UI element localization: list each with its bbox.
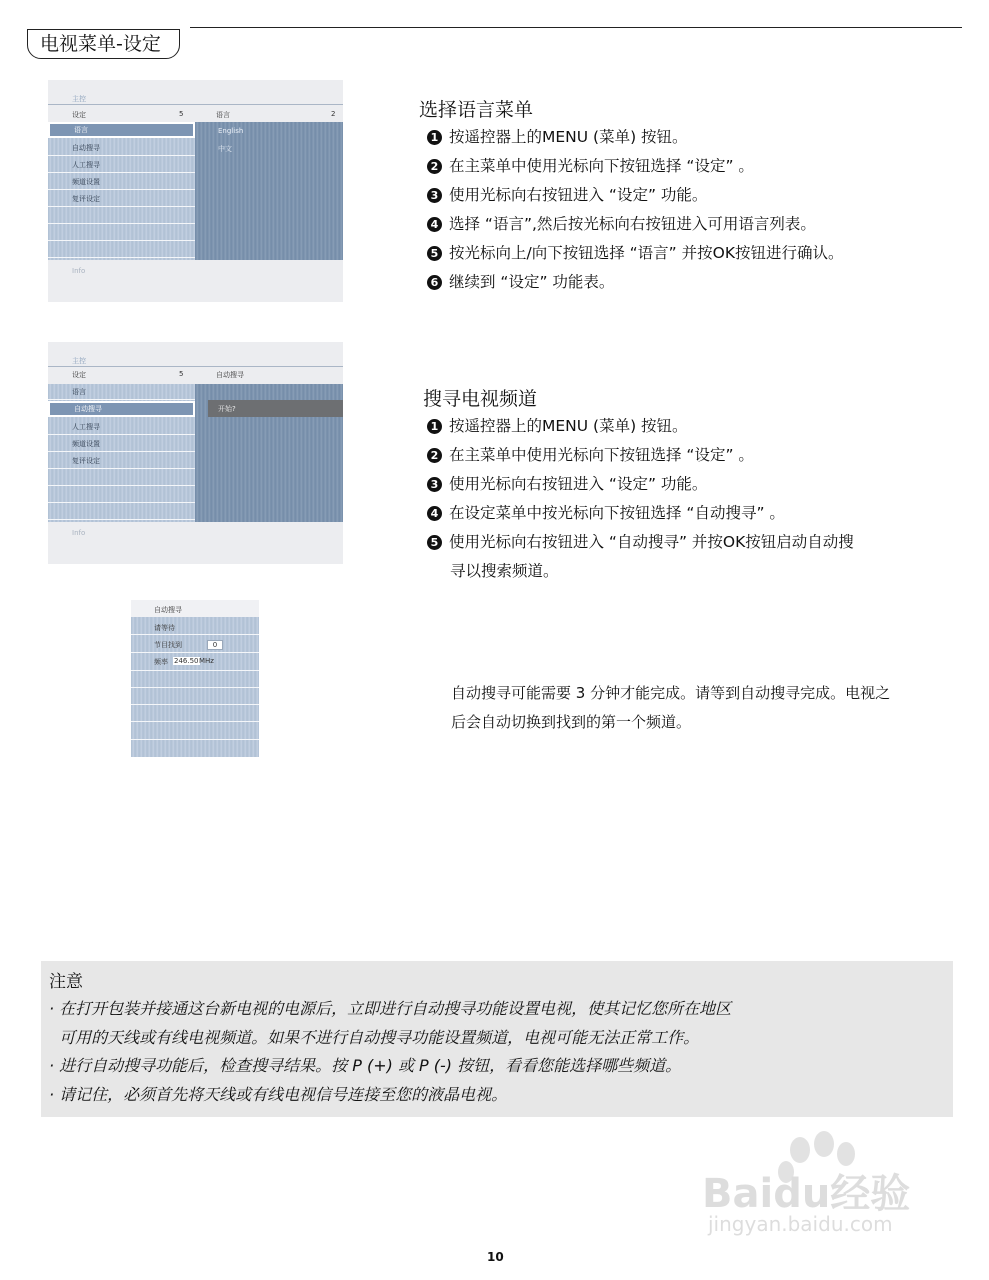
- search-step-5: [427, 530, 854, 552]
- program-found-label: 节目找到: [154, 641, 182, 649]
- step-text: 按遥控器上的MENU (菜单) 按钮。: [449, 128, 688, 146]
- search-step-1: [427, 414, 688, 436]
- step-number-2: 2: [427, 448, 442, 463]
- step-number-6: 6: [427, 275, 442, 290]
- menu-item-language[interactable]: 语言: [48, 384, 195, 400]
- screen-left-label: 设定: [72, 371, 86, 379]
- step-number-1: 1: [427, 130, 442, 145]
- search-step-4: [427, 501, 785, 523]
- frequency-value: 246.50: [174, 657, 199, 665]
- menu-item-manual-search[interactable]: 人工搜寻: [48, 419, 195, 435]
- menu-item-channel-settings[interactable]: 频道设置: [48, 174, 195, 190]
- note-box: [41, 961, 953, 1117]
- language-step-6: [427, 270, 614, 292]
- note-line-2: 可用的天线或有线电视频道。如果不进行自动搜寻功能设置频道，电视可能无法正常工作。: [49, 1028, 700, 1047]
- search-step-3: [427, 472, 707, 494]
- screen-right-label: 语言: [216, 111, 230, 119]
- row-divider: [131, 687, 259, 688]
- step-text: 在主菜单中使用光标向下按钮选择 “设定” 。: [449, 157, 754, 175]
- menu-item-empty: [48, 208, 195, 224]
- section-title-language: 选择语言菜单: [419, 99, 534, 121]
- step-number-5: 5: [427, 535, 442, 550]
- screen-header-line: [48, 366, 343, 367]
- frequency-unit: MHz: [199, 657, 214, 665]
- row-divider: [131, 739, 259, 740]
- screen-info: Info: [72, 267, 86, 275]
- menu-item-auto-search[interactable]: 自动搜寻: [48, 140, 195, 156]
- option-start-button[interactable]: [208, 400, 343, 417]
- search-duration-note-line-2: 后会自动切换到找到的第一个频道。: [451, 713, 692, 731]
- step-number-5: 5: [427, 246, 442, 261]
- step-number-1: 1: [427, 419, 442, 434]
- note-line-3: · 进行自动搜寻功能后，检查搜寻结果。按 P (+) 或 P (-) 按钮，看看您能选择哪些频道。: [49, 1056, 682, 1075]
- note-line-4: · 请记住，必须首先将天线或有线电视信号连接至您的液晶电视。: [49, 1085, 508, 1104]
- screen-left-count: 5: [179, 370, 184, 378]
- step-text: 选择 “语言”,然后按光标向右按钮进入可用语言列表。: [449, 215, 816, 233]
- language-step-3: [427, 183, 707, 205]
- screen-info: Info: [72, 529, 86, 537]
- row-divider: [131, 634, 259, 635]
- option-english[interactable]: English: [218, 127, 244, 135]
- menu-item-manual-search[interactable]: 人工搜寻: [48, 157, 195, 173]
- screen-left-count: 5: [179, 110, 184, 118]
- menu-item-language[interactable]: 语言: [48, 122, 195, 138]
- program-found-value: 0: [207, 640, 223, 650]
- watermark-url: jingyan.baidu.com: [708, 1212, 893, 1236]
- tv-screen-language: [48, 80, 343, 302]
- menu-item-empty: [48, 504, 195, 520]
- step-text: 按光标向上/向下按钮选择 “语言” 并按OK按钮进行确认。: [449, 244, 844, 262]
- language-step-5: [427, 241, 844, 263]
- page-number: 10: [487, 1250, 504, 1264]
- language-step-1: [427, 125, 688, 147]
- search-duration-note-line-1: 自动搜寻可能需要 3 分钟才能完成。请等到自动搜寻完成。电视之: [451, 684, 891, 702]
- watermark-brand: Baidu经验: [702, 1171, 911, 1217]
- screen-left-label: 设定: [72, 111, 86, 119]
- menu-item-empty: [48, 225, 195, 241]
- menu-item-empty: [48, 470, 195, 486]
- step-text: 按遥控器上的MENU (菜单) 按钮。: [449, 417, 688, 435]
- step-text: 在设定菜单中按光标向下按钮选择 “自动搜寻” 。: [449, 504, 785, 522]
- step-text: 使用光标向右按钮进入 “自动搜寻” 并按OK按钮启动自动搜: [449, 533, 854, 551]
- step-text: 继续到 “设定” 功能表。: [449, 273, 615, 291]
- step-text: 使用光标向右按钮进入 “设定” 功能。: [449, 475, 708, 493]
- step-number-4: 4: [427, 506, 442, 521]
- progress-title: 自动搜寻: [154, 606, 182, 614]
- screen-top-label: 主控: [72, 357, 86, 365]
- options-panel: [195, 122, 343, 260]
- search-step-2: [427, 443, 754, 465]
- menu-item-reset[interactable]: 复评设定: [48, 191, 195, 207]
- screen-header-line: [48, 104, 343, 105]
- step-text: 使用光标向右按钮进入 “设定” 功能。: [449, 186, 708, 204]
- baidu-jingyan-watermark: [700, 1130, 940, 1240]
- row-divider: [131, 670, 259, 671]
- language-step-2: [427, 154, 754, 176]
- step-number-2: 2: [427, 159, 442, 174]
- screen-right-count: 2: [331, 110, 336, 118]
- step-text: 在主菜单中使用光标向下按钮选择 “设定” 。: [449, 446, 754, 464]
- menu-item-auto-search[interactable]: 自动搜寻: [48, 401, 195, 417]
- search-step-5-continued: 寻以搜索频道。: [450, 562, 559, 580]
- step-number-3: 3: [427, 188, 442, 203]
- menu-item-empty: [48, 487, 195, 503]
- page-title: 电视菜单-设定: [27, 29, 180, 59]
- menu-item-reset[interactable]: 复评设定: [48, 453, 195, 469]
- header-rule: [190, 27, 962, 28]
- menu-item-channel-settings[interactable]: 频道设置: [48, 436, 195, 452]
- option-start-label: 开始?: [218, 405, 236, 413]
- step-number-3: 3: [427, 477, 442, 492]
- screen-top-label: 主控: [72, 95, 86, 103]
- note-title: 注意: [49, 972, 83, 992]
- step-number-4: 4: [427, 217, 442, 232]
- language-step-4: [427, 212, 816, 234]
- menu-item-empty: [48, 242, 195, 258]
- progress-status: 请等待: [154, 624, 175, 632]
- row-divider: [131, 704, 259, 705]
- tv-screen-auto-search: [48, 342, 343, 564]
- tv-screen-auto-search-progress: [131, 600, 259, 757]
- option-chinese[interactable]: 中文: [218, 145, 232, 153]
- section-title-channel-search: 搜寻电视频道: [423, 388, 538, 410]
- row-divider: [131, 652, 259, 653]
- row-divider: [131, 721, 259, 722]
- frequency-label: 频率: [154, 658, 168, 666]
- screen-right-label: 自动搜寻: [216, 371, 244, 379]
- note-line-1: · 在打开包装并接通这台新电视的电源后，立即进行自动搜寻功能设置电视，使其记忆您所在地区: [49, 999, 732, 1018]
